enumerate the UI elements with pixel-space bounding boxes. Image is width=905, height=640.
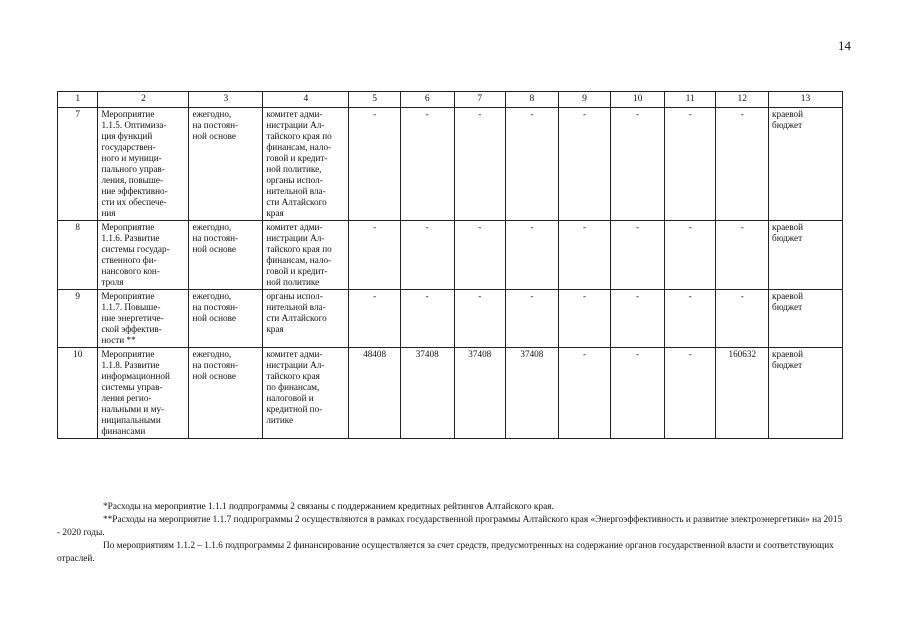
cell-line: ления, повыше-	[101, 175, 164, 185]
value-cell: -	[611, 348, 665, 439]
cell-line: края	[266, 324, 284, 334]
source-cell	[769, 290, 843, 348]
cell-line: ние эффективно-	[101, 186, 168, 196]
cell-line: нистрации Ал-	[266, 360, 325, 370]
executor-cell	[263, 290, 349, 348]
cell-line: информационной	[101, 371, 170, 381]
cell-line: сти Алтайского	[266, 313, 327, 323]
cell-line: комитет адми-	[266, 349, 323, 359]
value-cell: -	[716, 221, 769, 290]
cell-line: нансового кон-	[101, 266, 160, 276]
value-cell: -	[349, 221, 401, 290]
footnote-3: По мероприятиям 1.1.2 – 1.1.6 подпрограммы 2 финансирование осуществляется за счет средств, предусмотренных на содержание органов государственной власти и соответствующих отраслей.	[57, 541, 834, 564]
cell-line: нительной вла-	[266, 186, 326, 196]
row-number: 8	[58, 221, 98, 290]
value-cell: -	[454, 108, 506, 221]
cell-line: троля	[101, 277, 124, 287]
value-cell: -	[716, 290, 769, 348]
cell-line: финансам, нало-	[266, 255, 332, 265]
cell-line: краевой	[772, 222, 804, 232]
cell-line: тайского края по	[266, 131, 332, 141]
cell-line: ежегодно,	[192, 222, 232, 232]
page-number: 14	[838, 38, 851, 53]
executor-cell	[263, 348, 349, 439]
cell-line: сти Алтайского	[266, 197, 327, 207]
column-header: 9	[558, 92, 611, 108]
footnote-1: *Расходы на мероприятие 1.1.1 подпрограммы 2 связаны с поддержанием кредитных рейтингов Алтайского края.	[103, 502, 554, 512]
cell-line: комитет адми-	[266, 222, 323, 232]
source-cell	[769, 348, 843, 439]
executor-cell	[263, 108, 349, 221]
cell-line: бюджет	[772, 120, 803, 130]
cell-line: ежегодно,	[192, 349, 232, 359]
row-number: 9	[58, 290, 98, 348]
cell-line: ственного фи-	[101, 255, 157, 265]
cell-line: финансам, нало-	[266, 142, 332, 152]
value-cell: -	[506, 221, 559, 290]
period-cell	[189, 108, 263, 221]
cell-line: системы государ-	[101, 244, 170, 254]
cell-line: бюджет	[772, 233, 803, 243]
cell-line: на постоян-	[192, 233, 239, 243]
value-cell: -	[454, 221, 506, 290]
cell-line: ного и муници-	[101, 153, 162, 163]
cell-line: 1.1.8. Развитие	[101, 360, 160, 370]
table-row	[58, 290, 843, 348]
cell-line: сти их обеспече-	[101, 197, 167, 207]
column-header: 12	[716, 92, 769, 108]
cell-line: бюджет	[772, 302, 803, 312]
column-header: 1	[58, 92, 98, 108]
column-header: 4	[263, 92, 349, 108]
value-cell: -	[664, 348, 716, 439]
cell-line: ниципальными	[101, 415, 161, 425]
cell-line: государствен-	[101, 142, 156, 152]
cell-line: по финансам,	[266, 382, 320, 392]
cell-line: ской эффектив-	[101, 324, 162, 334]
header-row	[58, 92, 843, 108]
cell-line: 1.1.5. Оптимиза-	[101, 120, 167, 130]
cell-line: говой и кредит-	[266, 153, 328, 163]
cell-line: литике	[266, 415, 294, 425]
column-header: 6	[400, 92, 454, 108]
period-cell	[189, 221, 263, 290]
cell-line: на постоян-	[192, 360, 239, 370]
cell-line: Мероприятие	[101, 349, 155, 359]
cell-line: тайского края по	[266, 244, 332, 254]
cell-line: Мероприятие	[101, 222, 155, 232]
cell-line: тайского края	[266, 371, 320, 381]
column-header: 11	[664, 92, 716, 108]
value-cell: 37408	[506, 348, 559, 439]
cell-line: бюджет	[772, 360, 803, 370]
cell-line: говой и кредит-	[266, 266, 328, 276]
cell-line: системы управ-	[101, 382, 163, 392]
cell-line: ной политике,	[266, 164, 322, 174]
value-cell: -	[400, 108, 454, 221]
value-cell: 160632	[716, 348, 769, 439]
value-cell: -	[611, 108, 665, 221]
source-cell	[769, 221, 843, 290]
value-cell: -	[400, 290, 454, 348]
column-header: 10	[611, 92, 665, 108]
row-number: 10	[58, 348, 98, 439]
value-cell: -	[506, 108, 559, 221]
cell-line: пального управ-	[101, 164, 165, 174]
cell-line: 1.1.7. Повыше-	[101, 302, 161, 312]
period-cell	[189, 348, 263, 439]
footnote-2: **Расходы на мероприятие 1.1.7 подпрограммы 2 осуществляются в рамках государственной программы Алтайского края «Энергоэффективность и развитие электроэнергетики» на 2015 - 2020 годы.	[57, 515, 843, 538]
cell-line: краевой	[772, 109, 804, 119]
cell-line: ния	[101, 208, 116, 218]
value-cell: -	[664, 290, 716, 348]
cell-line: финансами	[101, 426, 146, 436]
table-row	[58, 108, 843, 221]
footnotes	[57, 501, 847, 566]
cell-line: Мероприятие	[101, 109, 155, 119]
cell-line: Мероприятие	[101, 291, 155, 301]
cell-line: края	[266, 208, 284, 218]
column-header: 7	[454, 92, 506, 108]
value-cell: -	[558, 290, 611, 348]
event-cell	[98, 290, 189, 348]
cell-line: ежегодно,	[192, 109, 232, 119]
value-cell: -	[558, 108, 611, 221]
value-cell: -	[400, 221, 454, 290]
value-cell: 37408	[400, 348, 454, 439]
value-cell: -	[611, 290, 665, 348]
cell-line: на постоян-	[192, 120, 239, 130]
cell-line: ности **	[101, 335, 136, 345]
column-header: 2	[98, 92, 189, 108]
value-cell: -	[664, 221, 716, 290]
column-header: 13	[769, 92, 843, 108]
value-cell: 37408	[454, 348, 506, 439]
cell-line: ления регио-	[101, 393, 152, 403]
cell-line: краевой	[772, 291, 804, 301]
cell-line: краевой	[772, 349, 804, 359]
budget-table	[57, 91, 843, 439]
value-cell: -	[611, 221, 665, 290]
event-cell	[98, 221, 189, 290]
value-cell: -	[664, 108, 716, 221]
table-row	[58, 348, 843, 439]
event-cell	[98, 108, 189, 221]
cell-line: на постоян-	[192, 302, 239, 312]
cell-line: кредитной по-	[266, 404, 323, 414]
value-cell: -	[558, 221, 611, 290]
column-header: 5	[349, 92, 401, 108]
executor-cell	[263, 221, 349, 290]
table-row	[58, 221, 843, 290]
cell-line: ной основе	[192, 313, 236, 323]
cell-line: комитет адми-	[266, 109, 323, 119]
cell-line: налоговой и	[266, 393, 314, 403]
value-cell: -	[716, 108, 769, 221]
cell-line: нистрации Ал-	[266, 233, 325, 243]
cell-line: ной основе	[192, 131, 236, 141]
period-cell	[189, 290, 263, 348]
cell-line: 1.1.6. Развитие	[101, 233, 160, 243]
source-cell	[769, 108, 843, 221]
value-cell: -	[506, 290, 559, 348]
value-cell: 48408	[349, 348, 401, 439]
cell-line: ние энергетиче-	[101, 313, 164, 323]
cell-line: ция функций	[101, 131, 153, 141]
value-cell: -	[349, 290, 401, 348]
value-cell: -	[454, 290, 506, 348]
event-cell	[98, 348, 189, 439]
cell-line: ной политике	[266, 277, 320, 287]
cell-line: нительной вла-	[266, 302, 326, 312]
column-header: 8	[506, 92, 559, 108]
cell-line: органы испол-	[266, 291, 323, 301]
value-cell: -	[349, 108, 401, 221]
column-header: 3	[189, 92, 263, 108]
value-cell: -	[558, 348, 611, 439]
cell-line: нальными и му-	[101, 404, 165, 414]
row-number: 7	[58, 108, 98, 221]
cell-line: ной основе	[192, 244, 236, 254]
cell-line: органы испол-	[266, 175, 323, 185]
cell-line: ежегодно,	[192, 291, 232, 301]
cell-line: ной основе	[192, 371, 236, 381]
cell-line: нистрации Ал-	[266, 120, 325, 130]
